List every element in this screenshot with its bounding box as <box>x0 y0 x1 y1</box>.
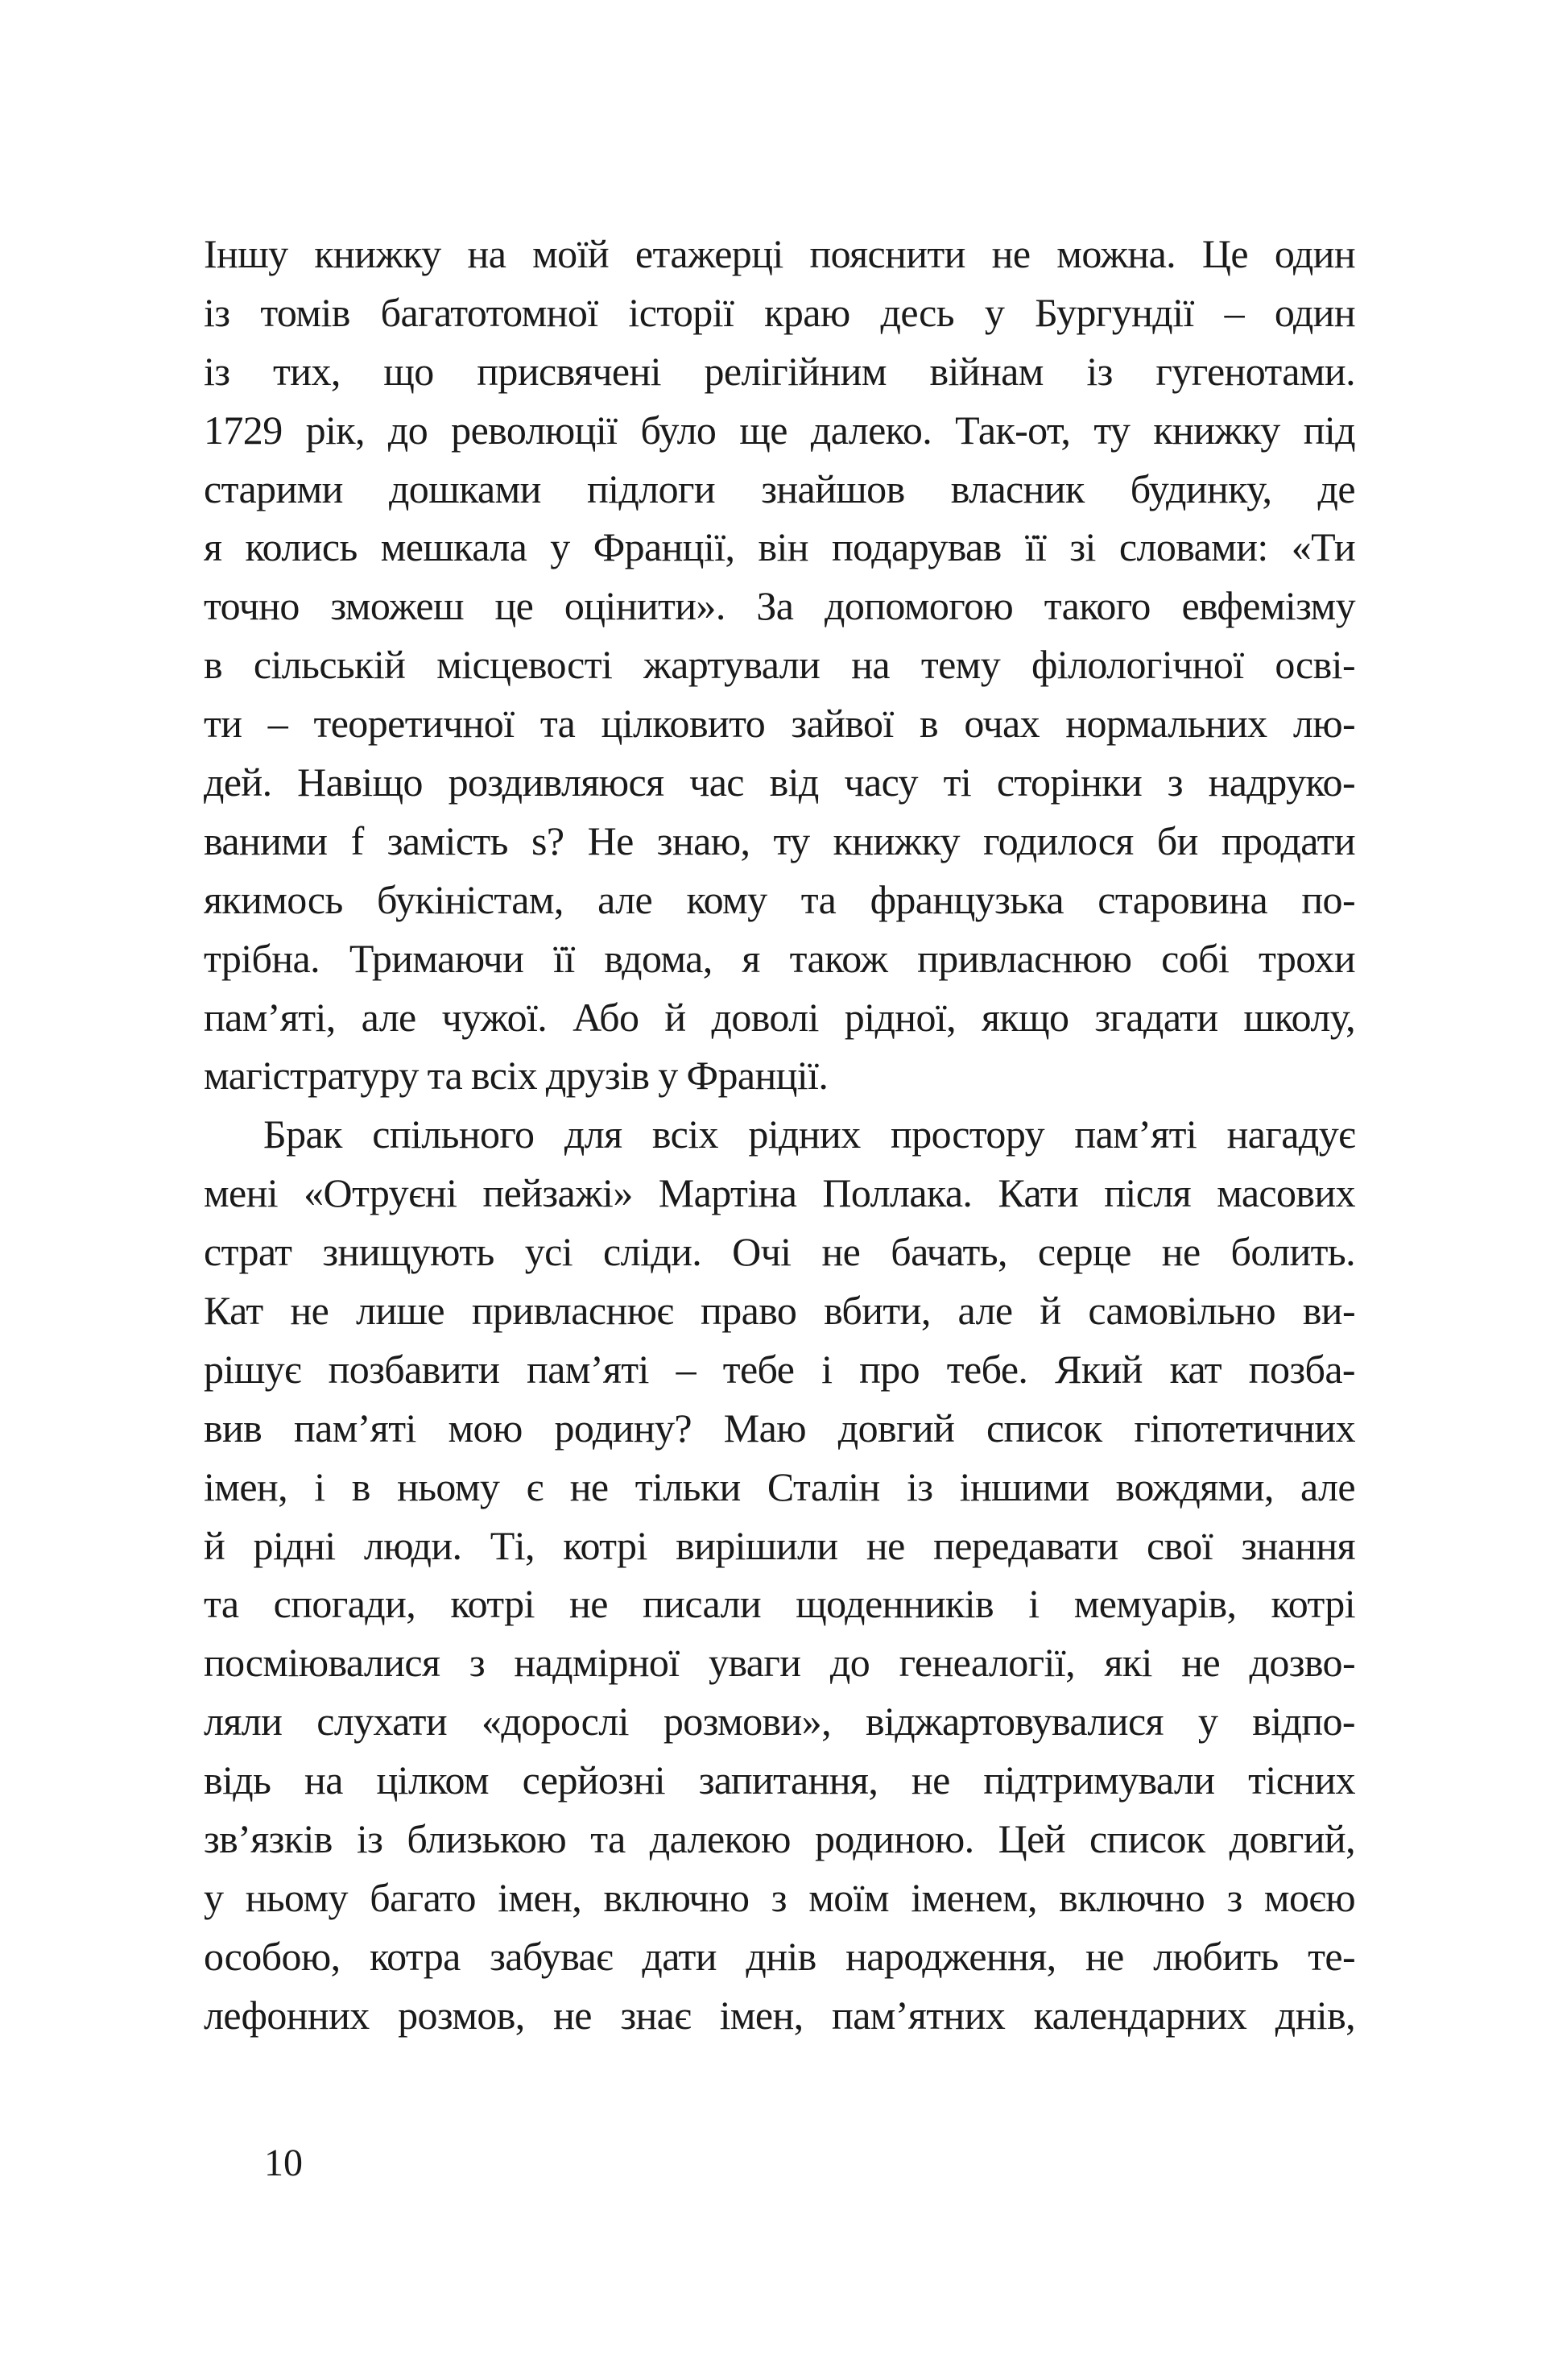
text-line: в сільській місцевості жартували на тему філологічної осві- <box>204 642 1355 688</box>
text-line: у ньому багато імен, включно з моїм іменем, включно з моєю <box>204 1874 1355 1920</box>
text-line: трібна. Тримаючи її вдома, я також привласнюю собі трохи <box>204 935 1355 981</box>
text-line: рішує позбавити пам’яті – тебе і про тебе. Який кат позба- <box>204 1346 1355 1392</box>
text-line: імен, і в ньому є не тільки Сталін із іншими вождями, але <box>204 1463 1355 1509</box>
text-line: зв’язків із близькою та далекою родиною. Цей список довгий, <box>204 1816 1355 1862</box>
text-line: 1729 рік, до революції було ще далеко. Так-от, ту книжку під <box>204 407 1355 453</box>
text-line: Іншу книжку на моїй етажерці пояснити не можна. Це один <box>204 231 1355 276</box>
text-line: старими дошками підлоги знайшов власник будинку, де <box>204 466 1355 511</box>
text-line: якимось букіністам, але кому та французька старовина по- <box>204 876 1355 922</box>
page-number: 10 <box>264 2142 303 2184</box>
text-line: магістратуру та всіх друзів у Франції. <box>204 1053 829 1099</box>
text-line: й рідні люди. Ті, котрі вирішили не передавати свої знання <box>204 1522 1355 1568</box>
text-line: лефонних розмов, не знає імен, пам’ятних календарних днів, <box>204 1992 1355 2038</box>
text-line: ти – теоретичної та цілковито зайвої в очах нормальних лю- <box>204 701 1355 747</box>
text-line: та спогади, котрі не писали щоденників і мемуарів, котрі <box>204 1581 1355 1627</box>
text-line: із тих, що присвячені релігійним війнам із гугенотами. <box>204 348 1355 394</box>
text-line: вив пам’яті мою родину? Маю довгий список гіпотетичних <box>204 1405 1355 1451</box>
body-text <box>204 225 1355 2045</box>
text-line: відь на цілком серйозні запитання, не підтримували тісних <box>204 1757 1355 1803</box>
text-line: точно зможеш це оцінити». За допомогою такого евфемізму <box>204 583 1355 629</box>
text-line: із томів багатотомної історії краю десь у Бургундії – один <box>204 289 1355 335</box>
text-line: мені «Отруєні пейзажі» Мартіна Поллака. Кати після масових <box>204 1170 1355 1216</box>
text-line: дей. Навіщо роздивляюся час від часу ті сторінки з надруко- <box>204 760 1355 805</box>
text-line: Кат не лише привласнює право вбити, але й самовільно ви- <box>204 1288 1355 1334</box>
text-line: пам’яті, але чужої. Або й доволі рідної, якщо згадати школу, <box>204 994 1355 1040</box>
paragraph-2 <box>204 1105 1355 2044</box>
text-line: посміювалися з надмірної уваги до генеалогії, які не дозво- <box>204 1640 1355 1686</box>
text-line: страт знищують усі сліди. Очі не бачать, серце не болить. <box>204 1229 1355 1275</box>
text-line: Брак спільного для всіх рідних простору пам’яті нагадує <box>263 1111 1355 1157</box>
paragraph-1 <box>204 225 1355 1105</box>
text-line: ляли слухати «дорослі розмови», віджартовувалися у відпо- <box>204 1699 1355 1745</box>
text-line: особою, котра забуває дати днів народження, не любить те- <box>204 1933 1355 1979</box>
text-line: ваними f замість s? Не знаю, ту книжку годилося би продати <box>204 817 1355 863</box>
text-line: я колись мешкала у Франції, він подарував її зі словами: «Ти <box>204 524 1355 570</box>
